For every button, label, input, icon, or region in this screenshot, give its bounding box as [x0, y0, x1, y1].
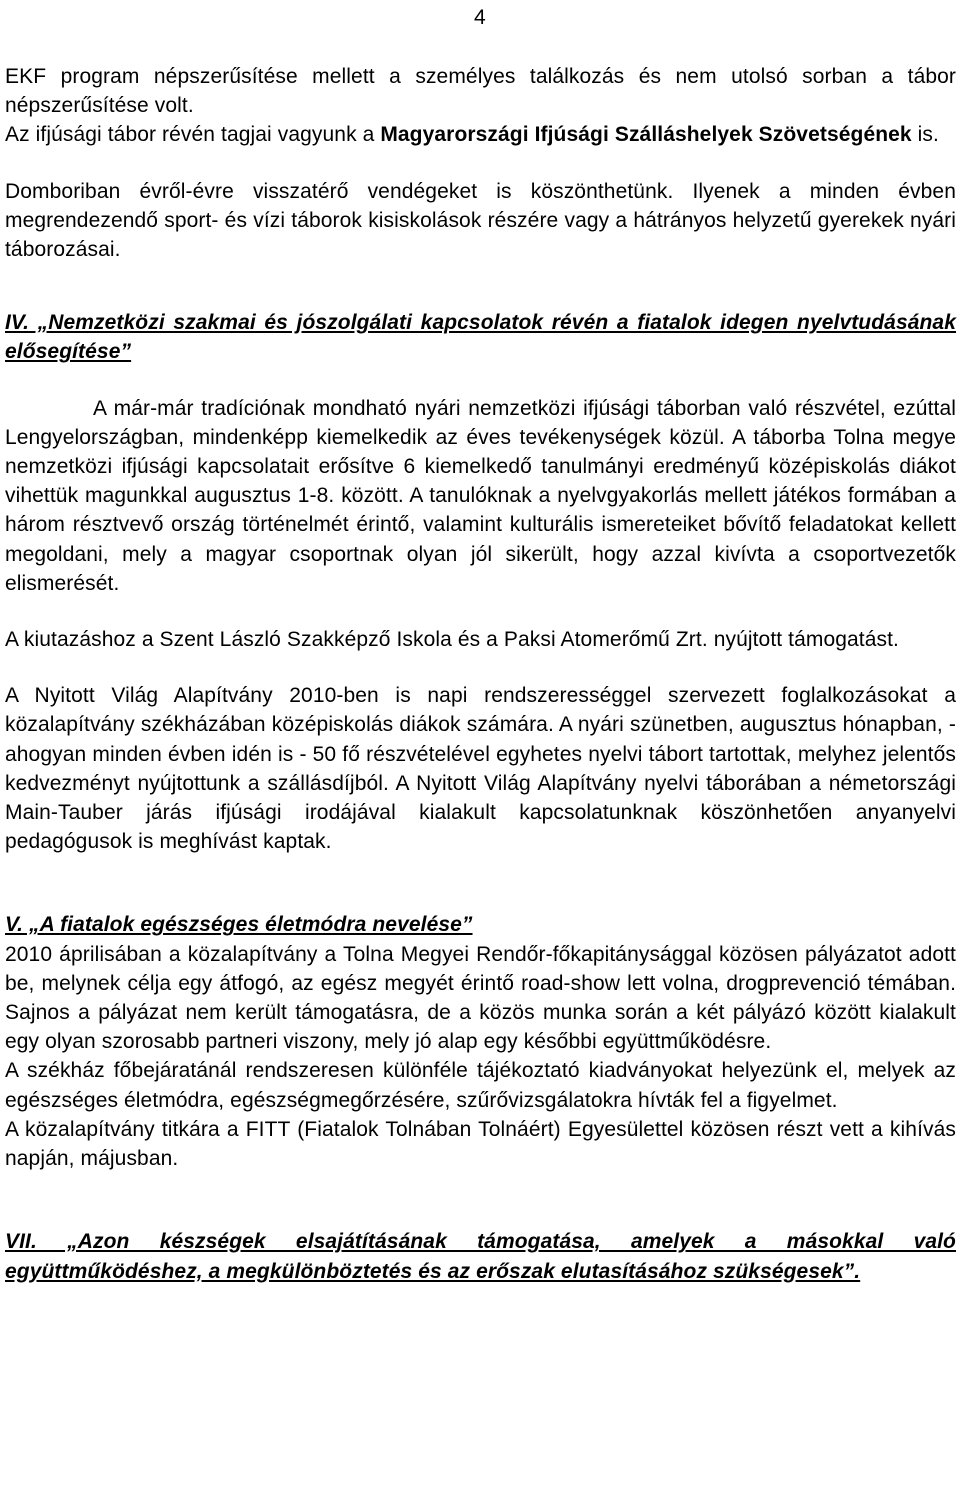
paragraph-nyitott-vilag: A Nyitott Világ Alapítvány 2010-ben is napi rendszerességgel szervezett foglalkozásokat a közalapítvány székházában középiskolás diákok számára. A nyári szünetben, augusztus hónapban, - ahogyan minden évben idén is - 50 fő részvételével egyhetes nyelvi tábort tartottak, melyhez jelentős kedvezményt nyújtottunk a szállásdíjból. A Nyitott Világ Alapítvány nyelvi táborában a németországi Main-Tauber járás ifjúsági irodájával kialakult kapcsolatunknak köszönhetően anyanyelvi pedagógusok is meghívást kaptak. [5, 684, 956, 854]
section-heading-v [5, 910, 956, 939]
section-heading-vii: VII. „Azon készségek elsajátításának támogatása, amelyek a másokkal való együttműködéshez, a megkülönböztetés és az erőszak elutasításához szükségesek”. [5, 1230, 956, 1283]
section-heading-iv: IV. „Nemzetközi szakmai és jószolgálati kapcsolatok révén a fiatalok idegen nyelvtudásának elősegítése” [5, 311, 956, 364]
paragraph-travel-support: A kiutazáshoz a Szent László Szakképző Iskola és a Paksi Atomerőmű Zrt. nyújtott támogatást. [5, 628, 899, 652]
paragraph-membership [5, 120, 956, 149]
membership-text-start: Az ifjúsági tábor révén tagjai vagyunk a [5, 123, 381, 147]
paragraph-international-camp: A már-már tradíciónak mondható nyári nemzetközi ifjúsági táborban való részvétel, ezúttal Lengyelországban, mindenképp kiemelkedik az éves tevékenységek közül. A táborba Tolna megye nemzetközi ifjúsági kapcsolatait erősítve 6 kiemelkedő tanulmányi eredményű középiskolás diákot vihettük magunkkal augusztus 1-8. között. A tanulóknak a nyelvgyakorlás mellett játékos formában a három résztvevő ország történelmét érintő, valamint kulturális ismereteiket bővítő feladatokat kellett megoldani, mely a magyar csoportnak olyan jól sikerült, hogy azzal kivívta a csoportvezetők elismerését. [5, 396, 956, 595]
paragraph-dombori-guests: Domboriban évről-évre visszatérő vendégeket is köszönthetünk. Ilyenek a minden évben megrendezendő sport- és vízi táborok kisiskolások részére vagy a hátrányos helyzetű gyerekek nyári táborozásai. [5, 179, 956, 262]
paragraph-fitt-challenge: A közalapítvány titkára a FITT (Fiatalok Tolnában Tolnáért) Egyesülettel közösen részt vett a kihívás napján, májusban. [5, 1117, 956, 1171]
document-body [5, 62, 956, 1286]
section-heading-v-text: V. „A fiatalok egészséges életmódra nevelése” [5, 913, 473, 937]
paragraph-ekf-program: EKF program népszerűsítése mellett a személyes találkozás és nem utolsó sorban a tábor népszerűsítése volt. [5, 65, 956, 118]
page-number: 4 [474, 6, 486, 29]
paragraph-police-application: 2010 áprilisában a közalapítvány a Tolna Megyei Rendőr-főkapitánysággal közösen pályázatot adott be, melynek célja egy átfogó, az egész megyét érintő road-show lett volna, drogprevenció témában. Sajnos a pályázat nem került támogatásra, de a közös munka során a két pályázó között kialakult egy olyan szorosabb partneri viszony, mely jó alap egy későbbi együttműködésre. [5, 942, 956, 1054]
membership-organization: Magyarországi Ifjúsági Szálláshelyek Szövetségének [380, 123, 912, 147]
paragraph-health-publications: A székház főbejáratánál rendszeresen különféle tájékoztató kiadványokat helyezünk el, melyek az egészséges életmódra, egészségmegőrzésére, szűrővizsgálatokra hívták fel a figyelmet. [5, 1059, 956, 1112]
membership-text-end: is. [911, 123, 939, 147]
